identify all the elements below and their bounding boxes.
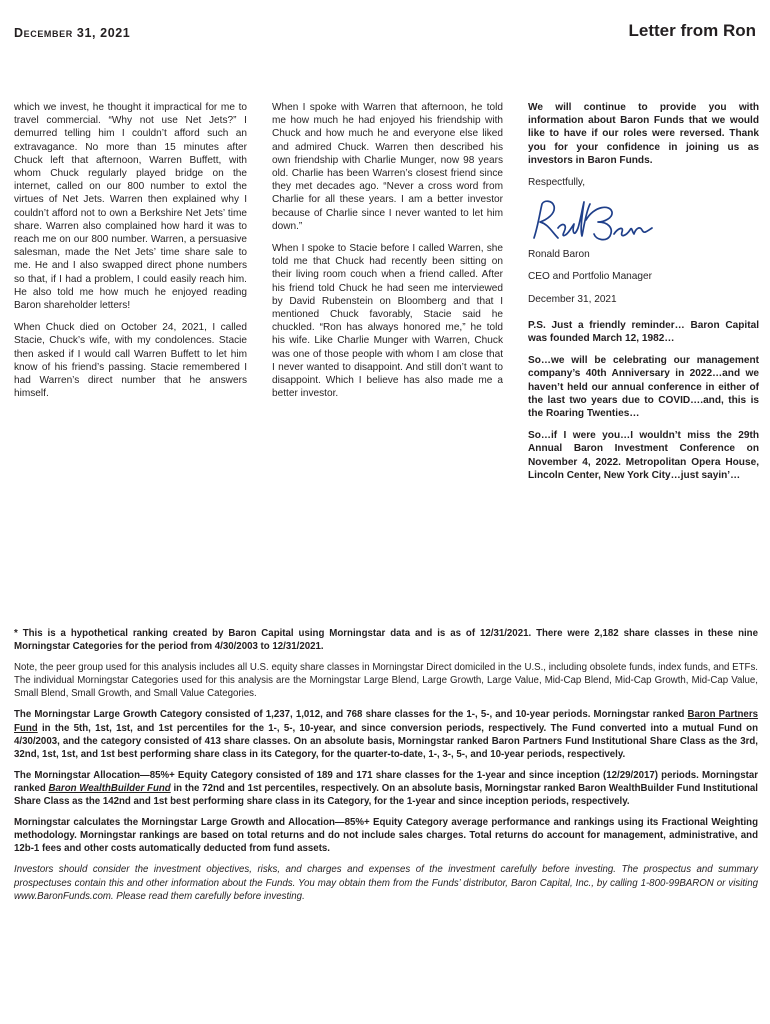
postscript: P.S. Just a friendly reminder… Baron Capital was founded March 12, 1982…	[528, 319, 759, 345]
postscript: So…if I were you…I wouldn’t miss the 29th Annual Baron Investment Conference on November 4, 2022. Metropolitan Opera House, Lincoln Center, New York City…just sayin’…	[528, 430, 759, 481]
footnote: The Morningstar Large Growth Category consisted of 1,237, 1,012, and 768 share classes for the 1-, 5-, and 10-year periods. Morningstar ranked Baron Partners Fund in the 5th, 1st, 1st, and 1st percentiles for the 1-, 5-, 10-year, and since conversion periods, respectively. The Fund converted into a mutual Fund on 4/30/2003, and the category consisted of 413 share classes. On an absolute basis, Morningstar ranked Baron Partners Fund Institutional Share Class as the 3rd, 32nd, 1st, 1st, and 1st best performing share class in its Category, for the quarter-to-date, 1-, 3-, 5-, and 10-year periods, respectively.	[14, 709, 758, 760]
letter-column-3	[528, 101, 759, 491]
paragraph: When Chuck died on October 24, 2021, I called Stacie, Chuck’s wife, with my condolences. Stacie then asked if I would call Warren Buffett to let him know of his friend’s passing. Stacie remembered I had Warren’s direct number that he answers himself.	[14, 322, 247, 400]
footnote: Morningstar calculates the Morningstar Large Growth and Allocation—85%+ Equity Category average performance and rankings using its Fractional Weighting methodology. Morningstar rankings are based on total returns and do not include sales charges. Total returns do account for management, administrative, and 12b-1 fees and other costs automatically deducted from fund assets.	[14, 817, 758, 855]
paragraph: which we invest, he thought it impractical for me to travel commercial. “Why not use Net Jets?” I demurred telling him I couldn’t afford such an extravagance. No more than 15 minutes after Chuck left that afternoon, Warren Buffett, with whom Chuck regularly played bridge on the internet, called on our 800 number to extol the virtues of Net Jets. Warren then explained why I couldn’t afford not to own a Berkshire Net Jets’ time share. Warren also complained how hard it was to reach me on our 800 number. Warren, a persuasive salesman, made the Net Jets’ time share sale to me. He and I also swapped direct phone numbers so that, if I had a problem, I could easily reach him. He also told me how much he enjoyed reading Baron shareholder letters!	[14, 102, 247, 312]
signature-icon	[528, 198, 658, 244]
page-title: Letter from Ron	[628, 21, 756, 40]
paragraph: When I spoke to Stacie before I called Warren, she told me that Chuck had recently been sitting on their living room couch when a friend called. After his friend told Chuck he had seen me interviewed by David Rubenstein on Bloomberg and that I mentioned Chuck favorably, Stacie said he chuckled. “Ron has always honored me,” he told his wife. Like Charlie Munger with Warren, Chuck was one of those people with whom I am close that I never wanted to disappoint. And still don’t want to disappoint. Which I believe has also made me a better investor.	[272, 243, 503, 400]
disclosures	[14, 627, 758, 911]
postscript: So…we will be celebrating our management company’s 40th Anniversary in 2022…and we haven’t held our annual conference in either of the last two years due to COVID….and, this is the Roaring Twenties…	[528, 355, 759, 420]
fund-name: Baron WealthBuilder Fund	[48, 782, 171, 794]
signer-name: Ronald Baron	[528, 249, 590, 261]
paragraph: When I spoke with Warren that afternoon, he told me how much he had enjoyed his friendship with Chuck and how much he and everyone else liked and admired Chuck. Warren then described his own friendship with Charlie Munger, now 98 years old. Charlie has been Warren’s closest friend since they met decades ago. “Never a cross word from Charlie for all these years. I am a better investor because of Charlie since I never wanted to let him down.”	[272, 102, 503, 232]
footnote: The Morningstar Allocation—85%+ Equity Category consisted of 189 and 171 share classes for the 1-year and since inception (12/29/2017) periods. Morningstar ranked Baron WealthBuilder Fund in the 72nd and 1st percentiles, respectively. On an absolute basis, Morningstar ranked Baron WealthBuilder Fund Institutional Share Class as the 142nd and 1st best performing share class in its Category, for the 1-year and since inception periods, respectively.	[14, 769, 758, 808]
footnote: * This is a hypothetical ranking created by Baron Capital using Morningstar data and is as of 12/31/2021. There were 2,182 share classes in these nine Morningstar Categories for the period from 4/30/2003 to 12/31/2021.	[14, 628, 758, 653]
closing-paragraph: We will continue to provide you with information about Baron Funds that we would like to have if our roles were reversed. Thank you for your confidence in joining us as investors in Baron Funds.	[528, 102, 759, 166]
signer-title: CEO and Portfolio Manager	[528, 271, 652, 283]
signer-date: December 31, 2021	[528, 293, 617, 305]
footnote: Note, the peer group used for this analysis includes all U.S. equity share classes in Morningstar Direct domiciled in the U.S., including obsolete funds, index funds, and ETFs. The individual Morningstar Categories used for this analysis are the Morningstar Large Blend, Large Growth, Large Value, Mid-Cap Blend, Mid-Cap Growth, Mid-Cap Value, Small Blend, Small Growth, and Small Value Categories.	[14, 662, 758, 700]
letter-column-2	[272, 101, 503, 409]
letter-date: December 31, 2021	[14, 26, 131, 40]
footnote: Investors should consider the investment objectives, risks, and charges and expenses of the investment carefully before investing. The prospectus and summary prospectuses contain this and other information about the Funds. You may obtain them from the Funds’ distributor, Baron Capital, Inc., by calling 1-800-99BARON or visiting www.BaronFunds.com. Please read them carefully before investing.	[14, 864, 758, 902]
fund-name: Baron Partners Fund	[14, 709, 758, 734]
letter-column-1	[14, 101, 247, 409]
salutation: Respectfully,	[528, 177, 586, 189]
